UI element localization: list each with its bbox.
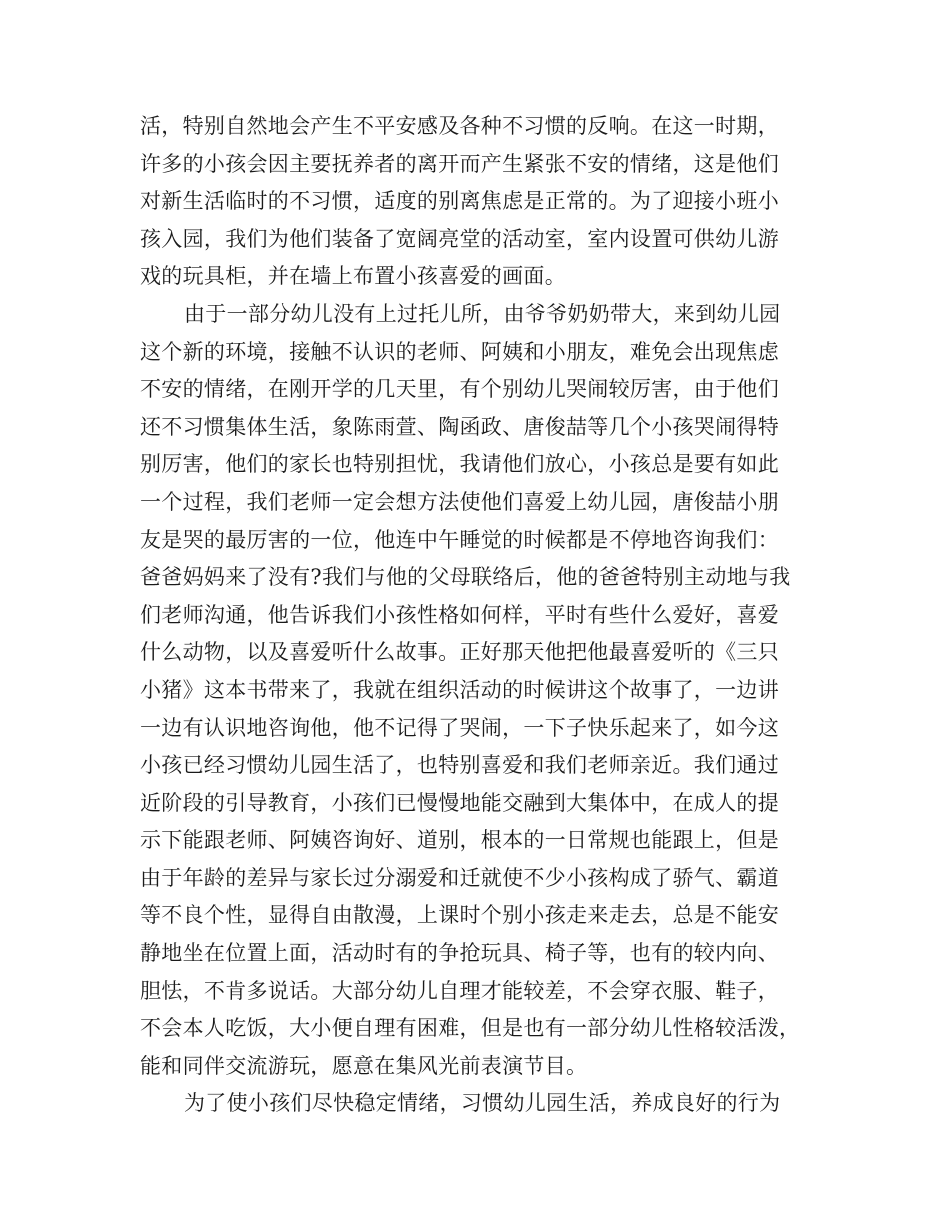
text-line: 小猪》这本书带来了，我就在组织活动的时候讲这个故事了，一边讲 [140,677,779,702]
text-line: 等不良个性，显得自由散漫，上课时个别小孩走来走去，总是不能安 [140,903,779,928]
text-line: 还不习惯集体生活，象陈雨萱、陶函政、唐俊喆等几个小孩哭闹得特 [140,414,779,439]
text-line: 对新生活临时的不习惯，适度的别离焦虑是正常的。为了迎接小班小 [140,189,779,214]
text-line: 由于年龄的差异与家长过分溺爱和迁就使不少小孩构成了骄气、霸道 [140,865,779,890]
text-line: 一边有认识地咨询他，他不记得了哭闹，一下子快乐起来了，如今这 [140,715,779,740]
text-line: 这个新的环境，接触不认识的老师、阿姨和小朋友，难免会出现焦虑 [140,339,779,364]
text-line: 们老师沟通，他告诉我们小孩性格如何样，平时有些什么爱好，喜爱 [140,602,779,627]
text-line: 许多的小孩会因主要抚养者的离开而产生紧张不安的情绪，这是他们 [140,151,779,176]
text-line: 能和同伴交流游玩，愿意在集风光前表演节目。 [140,1053,588,1078]
text-line: 胆怯，不肯多说话。大部分幼儿自理才能较差，不会穿衣服、鞋子， [140,978,779,1003]
text-line: 什么动物，以及喜爱听什么故事。正好那天他把他最喜爱听的《三只 [140,640,779,665]
text-line: 孩入园，我们为他们装备了宽阔亮堂的活动室，室内设置可供幼儿游 [140,226,779,251]
text-line: 小孩已经习惯幼儿园生活了，也特别喜爱和我们老师亲近。我们通过 [140,753,779,778]
text-line: 别厉害，他们的家长也特别担忧，我请他们放心，小孩总是要有如此 [140,452,779,477]
text-line: 近阶段的引导教育，小孩们已慢慢地能交融到大集体中，在成人的提 [140,790,779,815]
text-line: 友是哭的最厉害的一位，他连中午睡觉的时候都是不停地咨询我们： [140,527,779,552]
text-line: 示下能跟老师、阿姨咨询好、道别，根本的一日常规也能跟上，但是 [140,828,779,853]
text-line: 不会本人吃饭，大小便自理有困难，但是也有一部分幼儿性格较活泼， [140,1016,801,1041]
text-line: 不安的情绪，在刚开学的几天里，有个别幼儿哭闹较厉害，由于他们 [140,377,779,402]
text-line: 爸爸妈妈来了没有?我们与他的父母联络后，他的爸爸特别主动地与我 [140,565,791,590]
body-text [140,108,820,1123]
text-line: 静地坐在位置上面，活动时有的争抢玩具、椅子等，也有的较内向、 [140,941,779,966]
text-line: 戏的玩具柜，并在墙上布置小孩喜爱的画面。 [140,264,566,289]
paragraph-start-line: 由于一部分幼儿没有上过托儿所，由爷爷奶奶带大，来到幼儿园 [184,301,781,326]
text-line: 一个过程，我们老师一定会想方法使他们喜爱上幼儿园，唐俊喆小朋 [140,489,779,514]
text-line: 活，特别自然地会产生不平安感及各种不习惯的反响。在这一时期， [140,114,779,138]
paragraph-start-line: 为了使小孩们尽快稳定情绪，习惯幼儿园生活，养成良好的行为 [184,1091,781,1116]
